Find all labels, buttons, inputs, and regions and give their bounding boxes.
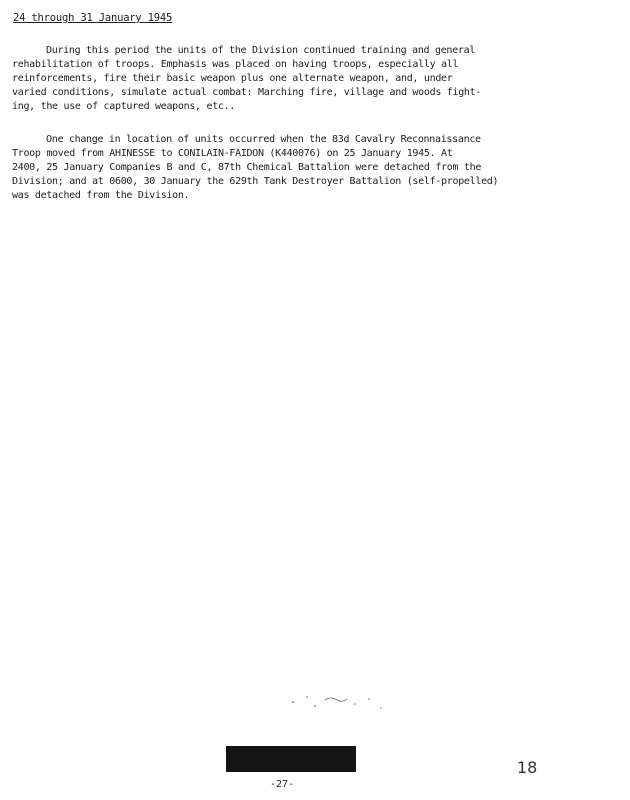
paragraph-line: varied conditions, simulate actual combat: Marching fire, village and woods fight-	[12, 87, 482, 98]
paragraph-line: was detached from the Division.	[12, 190, 190, 201]
paragraph-line: During this period the units of the Division continued training and general	[46, 45, 476, 56]
redaction-bar	[226, 746, 356, 772]
paragraph-line: ing, the use of captured weapons, etc..	[12, 101, 236, 112]
paragraph-line: Division; and at 0600, 30 January the 629th Tank Destroyer Battalion (self-propelled)	[12, 176, 499, 187]
paragraph-unit-changes	[12, 133, 618, 203]
ink-specks	[285, 688, 395, 718]
handwritten-number: 18	[517, 758, 538, 777]
page-number: -27-	[270, 779, 295, 790]
paragraph-line: 2400, 25 January Companies B and C, 87th Chemical Battalion were detached from the	[12, 162, 482, 173]
section-heading: 24 through 31 January 1945	[13, 12, 173, 24]
paragraph-line: One change in location of units occurred when the 83d Cavalry Reconnaissance	[46, 134, 481, 145]
paragraph-line: reinforcements, fire their basic weapon plus one alternate weapon, and, under	[12, 73, 453, 84]
paragraph-line: rehabilitation of troops. Emphasis was placed on having troops, especially all	[12, 59, 459, 70]
paragraph-line: Troop moved from AHINESSE to CONILAIN-FAIDON (K440076) on 25 January 1945. At	[12, 148, 453, 159]
paragraph-training	[12, 44, 618, 114]
